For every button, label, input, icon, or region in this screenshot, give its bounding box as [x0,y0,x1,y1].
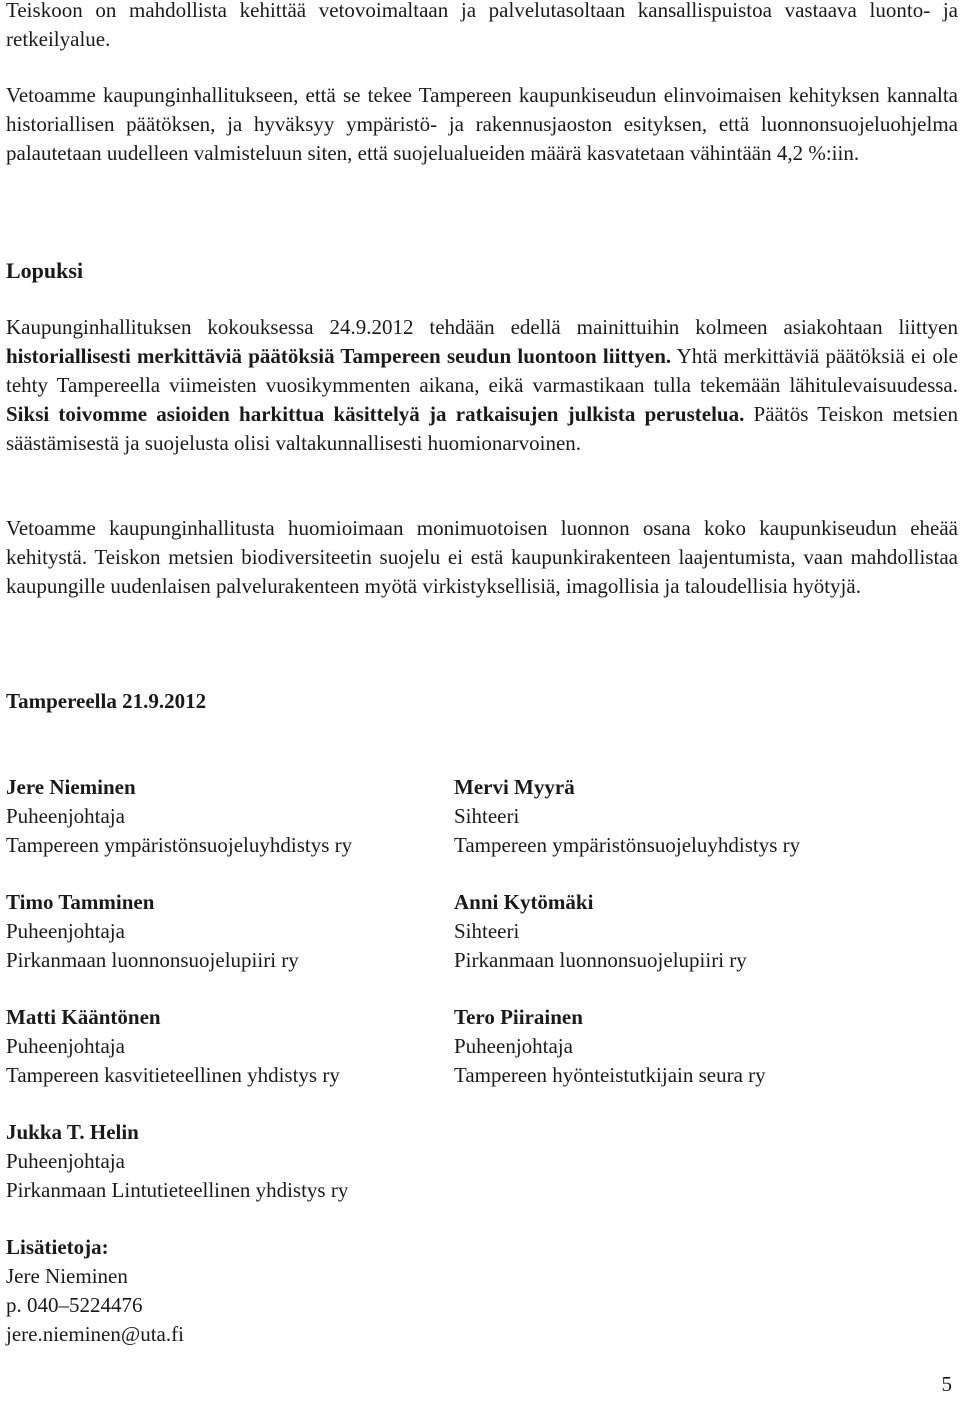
signatory-org: Pirkanmaan luonnonsuojelupiiri ry [454,948,747,972]
paragraph-meeting-text-1: Kaupunginhallituksen kokouksessa 24.9.2012 tehdään edellä mainittuihin kolmeen asiakohtaan liittyen [6,315,958,339]
signatory-name: Tero Piirainen [454,1005,583,1029]
signatory [6,1118,466,1205]
signatory-org: Pirkanmaan Lintutieteellinen yhdistys ry [6,1178,349,1202]
signatory-role: Sihteeri [454,919,520,943]
contact-info [6,1233,184,1349]
signatory-role: Puheenjohtaja [6,1034,125,1058]
signatory-name: Anni Kytömäki [454,890,594,914]
signatory-name: Jere Nieminen [6,775,136,799]
signatory-role: Puheenjohtaja [6,804,125,828]
paragraph-meeting-text-2: Yhtä merkittäviä päätöksiä ei ole tehty Tampereella viimeisten vuosikymmenten aikana, eikä varmastikaan tulla tekemään lähitulevaisuudessa. [6,344,958,397]
paragraph-intro: Teiskoon on mahdollista kehittää vetovoimaltaan ja palvelutasoltaan kansallispuistoa vastaava luonto- ja retkeilyalue. [6,0,958,51]
paragraph-meeting-text-3: Päätös Teiskon metsien säästämisestä ja suojelusta olisi valtakunnallisesti huomionarvoinen. [6,402,958,455]
paragraph-meeting-bold-2: Siksi toivomme asioiden harkittua käsittelyä ja ratkaisujen julkista perustelua. [6,402,745,426]
signatory-name: Mervi Myyrä [454,775,575,799]
paragraph-conclusion: Vetoamme kaupunginhallitusta huomioimaan monimuotoisen luonnon osana koko kaupunkiseudun eheää kehitystä. Teiskon metsien biodiversiteetin suojelu ei estä kaupunkirakenteen laajentumista, vaan mahdollistaa kaupungille uudenlaisen palvelurakenteen myötä virkistyksellisiä, imagollisia ja taloudellisia hyötyjä. [6,516,958,598]
signatory [6,773,466,860]
signatory-name: Jukka T. Helin [6,1120,139,1144]
signatory [6,888,466,975]
contact-phone: p. 040–5224476 [6,1293,143,1317]
page-number: 5 [941,1372,952,1396]
signatory-org: Pirkanmaan luonnonsuojelupiiri ry [6,948,299,972]
signatory-role: Puheenjohtaja [6,1149,125,1173]
signatory [454,888,914,975]
signatory-name: Matti Kääntönen [6,1005,161,1029]
signatory-role: Puheenjohtaja [6,919,125,943]
signatory-role: Puheenjohtaja [454,1034,573,1058]
signatory [454,1003,914,1090]
signatory-org: Tampereen hyönteistutkijain seura ry [454,1063,766,1087]
contact-email: jere.nieminen@uta.fi [6,1322,184,1346]
paragraph-meeting [6,313,958,458]
date-line: Tampereella 21.9.2012 [6,689,207,713]
signatory-org: Tampereen ympäristönsuojeluyhdistys ry [454,833,801,857]
paragraph-appeal: Vetoamme kaupunginhallitukseen, että se tekee Tampereen kaupunkiseudun elinvoimaisen kehityksen kannalta historiallisen päätöksen, ja hyväksyy ympäristö- ja rakennusjaoston esityksen, että luonnonsuojeluohjelma palautetaan uudelleen valmisteluun siten, että suojelualueiden määrä kasvatetaan vähintään 4,2 %:iin. [6,83,958,165]
section-heading: Lopuksi [6,258,84,283]
paragraph-meeting-bold-1: historiallisesti merkittäviä päätöksiä Tampereen seudun luontoon liittyen. [6,344,672,368]
signatory-org: Tampereen ympäristönsuojeluyhdistys ry [6,833,353,857]
signatory-name: Timo Tamminen [6,890,155,914]
signatory-org: Tampereen kasvitieteellinen yhdistys ry [6,1063,340,1087]
signatory [454,773,914,860]
contact-name: Jere Nieminen [6,1264,128,1288]
contact-label: Lisätietoja: [6,1235,109,1259]
signatory-role: Sihteeri [454,804,520,828]
signatory [6,1003,466,1090]
